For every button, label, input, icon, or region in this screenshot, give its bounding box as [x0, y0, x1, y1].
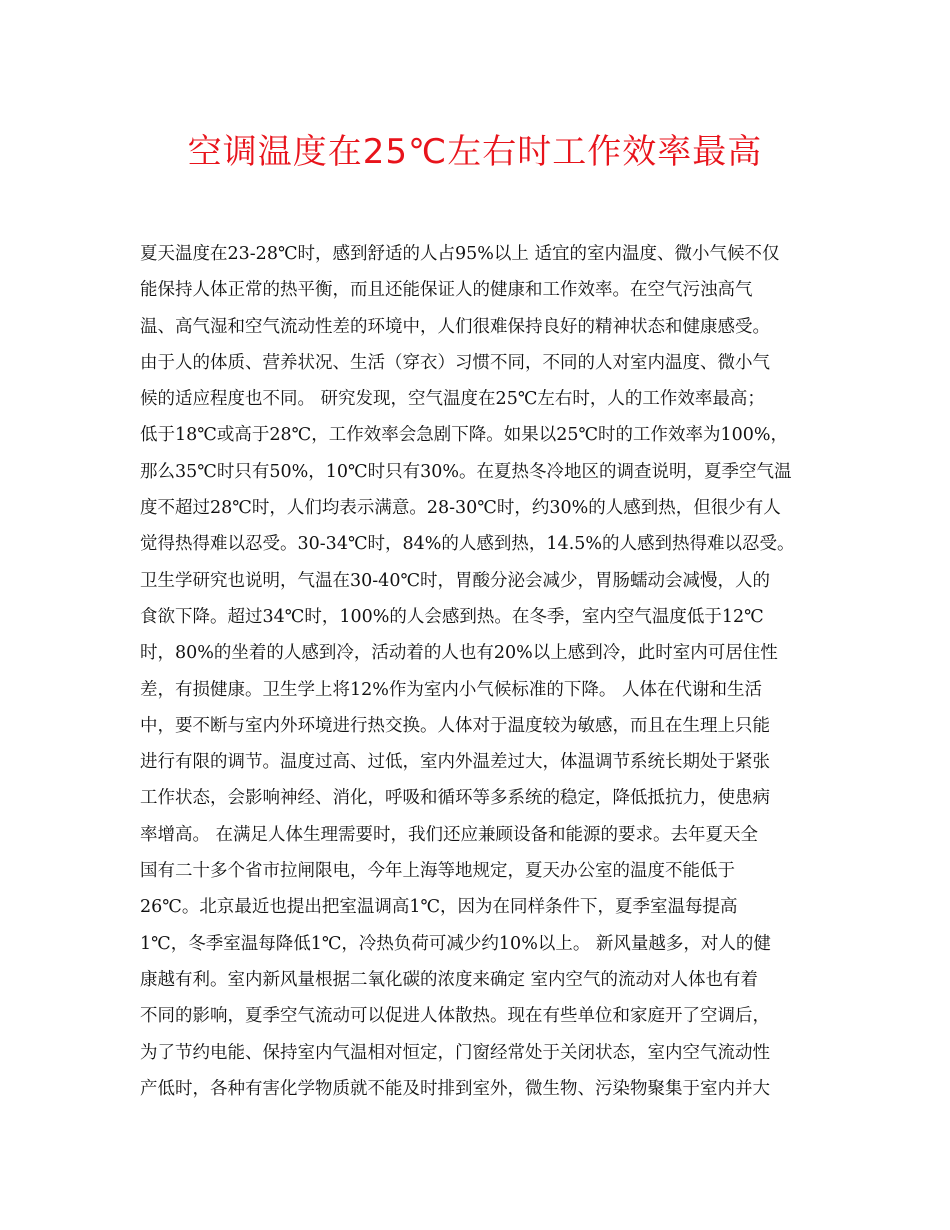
body-text-line: 26℃。北京最近也提出把室温调高1℃，因为在同样条件下，夏季室温每提高 — [140, 897, 738, 918]
body-text-line: 能保持人体正常的热平衡，而且还能保证人的健康和工作效率。在空气污浊高气 — [140, 280, 753, 301]
body-text-line: 由于人的体质、营养状况、生活（穿衣）习惯不同，不同的人对室内温度、微小气 — [140, 352, 770, 373]
body-text-line: 差，有损健康。卫生学上将12%作为室内小气候标准的下降。 人体在代谢和生活 — [140, 679, 762, 700]
body-text-line: 不同的影响，夏季空气流动可以促进人体散热。现在有些单位和家庭开了空调后， — [140, 1006, 770, 1027]
body-text-line: 温、高气湿和空气流动性差的环境中，人们很难保持良好的精神状态和健康感受。 — [140, 316, 770, 337]
document-body — [140, 236, 820, 1107]
body-text-line: 觉得热得难以忍受。30-34℃时，84%的人感到热，14.5%的人感到热得难以忍受。 — [140, 534, 795, 555]
body-text-line: 为了节约电能、保持室内气温相对恒定，门窗经常处于关闭状态，室内空气流动性 — [140, 1042, 770, 1063]
body-text-line: 国有二十多个省市拉闸限电，今年上海等地规定，夏天办公室的温度不能低于 — [140, 861, 735, 882]
body-text-line: 工作状态，会影响神经、消化，呼吸和循环等多系统的稳定，降低抵抗力，使患病 — [140, 788, 770, 809]
body-text-line: 进行有限的调节。温度过高、过低，室内外温差过大，体温调节系统长期处于紧张 — [140, 752, 770, 773]
body-text-line: 候的适应程度也不同。 研究发现，空气温度在25℃左右时，人的工作效率最高； — [140, 389, 765, 410]
body-text-line: 低于18℃或高于28℃，工作效率会急剧下降。如果以25℃时的工作效率为100%， — [140, 425, 789, 446]
body-text-line: 中，要不断与室内外环境进行热交换。人体对于温度较为敏感，而且在生理上只能 — [140, 715, 770, 736]
body-text-line: 率增高。 在满足人体生理需要时，我们还应兼顾设备和能源的要求。去年夏天全 — [140, 824, 759, 845]
body-text-line: 那么35℃时只有50%，10℃时只有30%。在夏热冬冷地区的调查说明，夏季空气温 — [140, 461, 792, 482]
body-text-line: 夏天温度在23-28℃时，感到舒适的人占95%以上 适宜的室内温度、微小气候不仅 — [140, 244, 780, 264]
body-text-line: 康越有利。室内新风量根据二氧化碳的浓度来确定 室内空气的流动对人体也有着 — [140, 969, 759, 990]
body-text-line: 卫生学研究也说明，气温在30-40℃时，胃酸分泌会减少，胃肠蠕动会减慢，人的 — [140, 570, 771, 591]
page-title: 空调温度在25℃左右时工作效率最高 — [187, 132, 763, 172]
body-text-line: 度不超过28℃时，人们均表示满意。28-30℃时，约30%的人感到热，但很少有人 — [140, 498, 781, 519]
body-text-line: 产低时，各种有害化学物质就不能及时排到室外，微生物、污染物聚集于室内并大 — [140, 1078, 770, 1099]
body-text-line: 时，80%的坐着的人感到冷，活动着的人也有20%以上感到冷，此时室内可居住性 — [140, 643, 778, 664]
body-text-line: 1℃，冬季室温每降低1℃，冷热负荷可减少约10%以上。 新风量越多，对人的健 — [140, 933, 771, 954]
body-text-line: 食欲下降。超过34℃时，100%的人会感到热。在冬季，室内空气温度低于12℃ — [140, 606, 764, 627]
